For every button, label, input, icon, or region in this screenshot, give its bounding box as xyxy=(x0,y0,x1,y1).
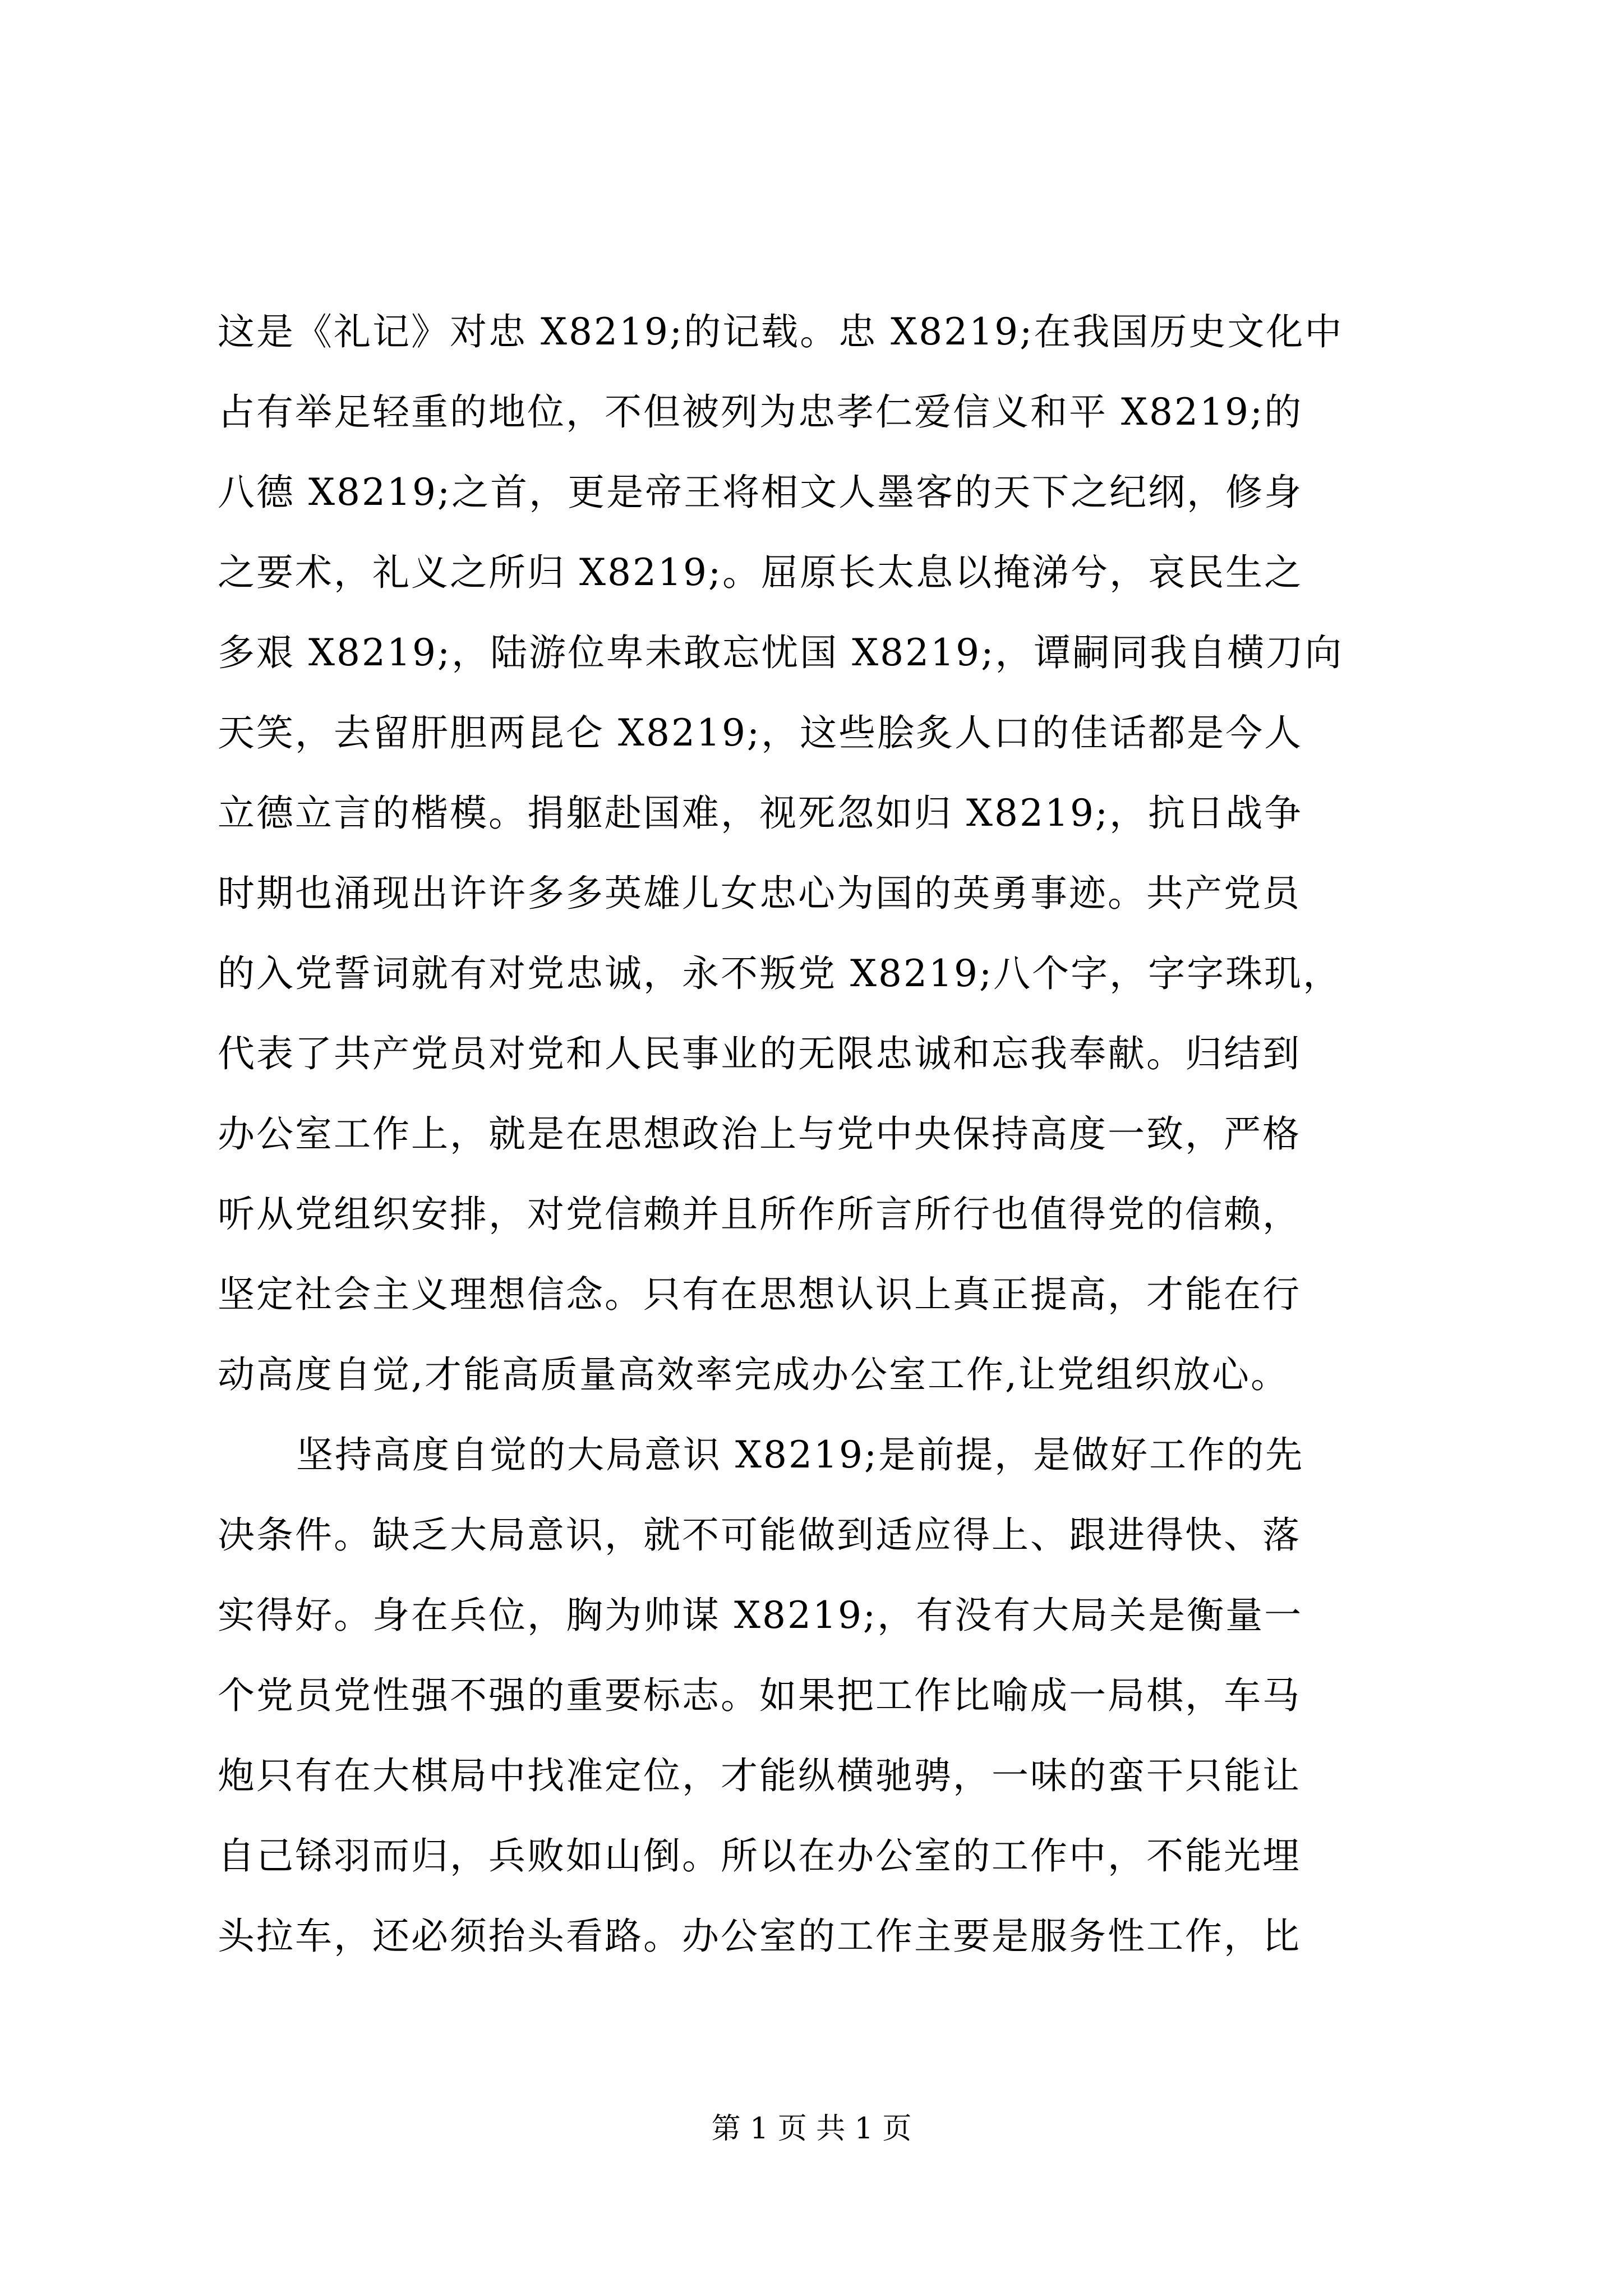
text-line: 决条件。缺乏大局意识，就不可能做到适应得上、跟进得快、落 xyxy=(218,1513,1301,1557)
text-line: 个党员党性强不强的重要标志。如果把工作比喻成一局棋，车马 xyxy=(218,1674,1301,1717)
text-line: 这是《礼记》对忠 X8219;的记载。忠 X8219;在我国历史文化中 xyxy=(218,310,1344,353)
text-line: 办公室工作上，就是在思想政治上与党中央保持高度一致，严格 xyxy=(218,1112,1301,1156)
text-line: 头拉车，还必须抬头看路。办公室的工作主要是服务性工作，比 xyxy=(218,1915,1301,1958)
text-line: 时期也涌现出许许多多英雄儿女忠心为国的英勇事迹。共产党员 xyxy=(218,872,1301,915)
page-footer xyxy=(0,2109,1623,2148)
text-line: 天笑，去留肝胆两昆仑 X8219;，这些脍炙人口的佳话都是今人 xyxy=(218,711,1303,754)
page-number: 第 1 页 共 1 页 xyxy=(711,2112,912,2146)
text-line: 自己铩羽而归，兵败如山倒。所以在办公室的工作中，不能光埋 xyxy=(218,1834,1301,1878)
paragraph xyxy=(218,292,1412,1415)
text-line: 八德 X8219;之首，更是帝王将相文人墨客的天下之纪纲，修身 xyxy=(218,471,1303,514)
text-line: 实得好。身在兵位，胸为帅谋 X8219;，有没有大局关是衡量一 xyxy=(218,1594,1303,1637)
text-line: 多艰 X8219;，陆游位卑未敢忘忧国 X8219;，谭嗣同我自横刀向 xyxy=(218,631,1344,674)
text-line: 听从党组织安排，对党信赖并且所作所言所行也值得党的信赖， xyxy=(218,1193,1301,1236)
text-line: 坚定社会主义理想信念。只有在思想认识上真正提高，才能在行 xyxy=(218,1273,1301,1316)
text-line: 代表了共产党员对党和人民事业的无限忠诚和忘我奉献。归结到 xyxy=(218,1032,1301,1075)
text-line: 动高度自觉,才能高质量高效率完成办公室工作,让党组织放心。 xyxy=(218,1353,1289,1396)
text-line: 炮只有在大棋局中找准定位，才能纵横驰骋，一味的蛮干只能让 xyxy=(218,1754,1301,1797)
text-line: 坚持高度自觉的大局意识 X8219;是前提，是做好工作的先 xyxy=(296,1433,1304,1476)
text-line: 立德立言的楷模。捐躯赴国难，视死忽如归 X8219;，抗日战争 xyxy=(218,792,1303,835)
text-line: 之要术，礼义之所归 X8219;。屈原长太息以掩涕兮，哀民生之 xyxy=(218,551,1303,594)
text-line: 占有举足轻重的地位，不但被列为忠孝仁爱信义和平 X8219;的 xyxy=(218,390,1303,434)
text-line: 的入党誓词就有对党忠诚，永不叛党 X8219;八个字，字字珠玑， xyxy=(218,952,1342,995)
paragraph xyxy=(218,1415,1412,1976)
document-body xyxy=(218,292,1412,1976)
